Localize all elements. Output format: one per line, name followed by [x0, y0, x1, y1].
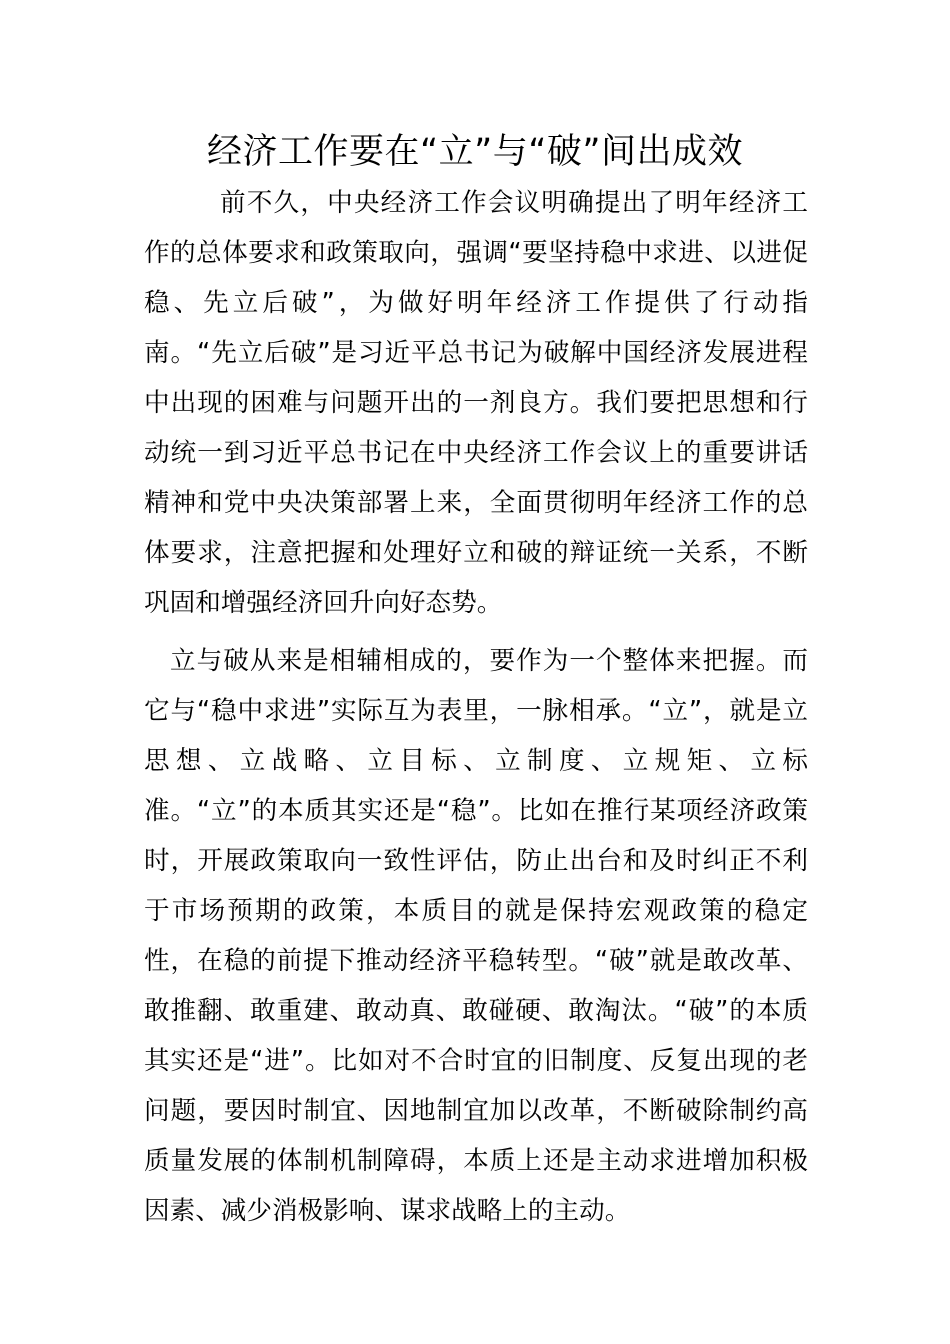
paragraph-2: 立与破从来是相辅相成的，要作为一个整体来把握。而它与“稳中求进”实际互为表里，一脉相承。“立”，就是立思想、立战略、立目标、立制度、立规矩、立标准。“立”的本质其实还是“稳”。比如在推行某项经济政策时，开展政策取向一致性评估，防止出台和及时纠正不利于市场预期的政策，本质目的就是保持宏观政策的稳定性，在稳的前提下推动经济平稳转型。“破”就是敢改革、敢推翻、敢重建、敢动真、敢碰硬、敢淘汰。“破”的本质其实还是“进”。比如对不合时宜的旧制度、反复出现的老问题，要因时制宜、因地制宜加以改革，不断破除制约高质量发展的体制机制障碍，本质上还是主动求进增加积极因素、减少消极影响、谋求战略上的主动。 — [144, 646, 808, 1226]
paragraph-1: 前不久，中央经济工作会议明确提出了明年经济工作的总体要求和政策取向，强调“要坚持稳中求进、以进促稳、先立后破”，为做好明年经济工作提供了行动指南。“先立后破”是习近平总书记为破解中国经济发展进程中出现的困难与问题开出的一剂良方。我们要把思想和行动统一到习近平总书记在中央经济工作会议上的重要讲话精神和党中央决策部署上来，全面贯彻明年经济工作的总体要求，注意把握和处理好立和破的辩证统一关系，不断巩固和增强经济回升向好态势。 — [144, 188, 808, 618]
document-title: 经济工作要在“立”与“破”间出成效 — [206, 132, 744, 172]
document-body — [144, 178, 808, 1236]
